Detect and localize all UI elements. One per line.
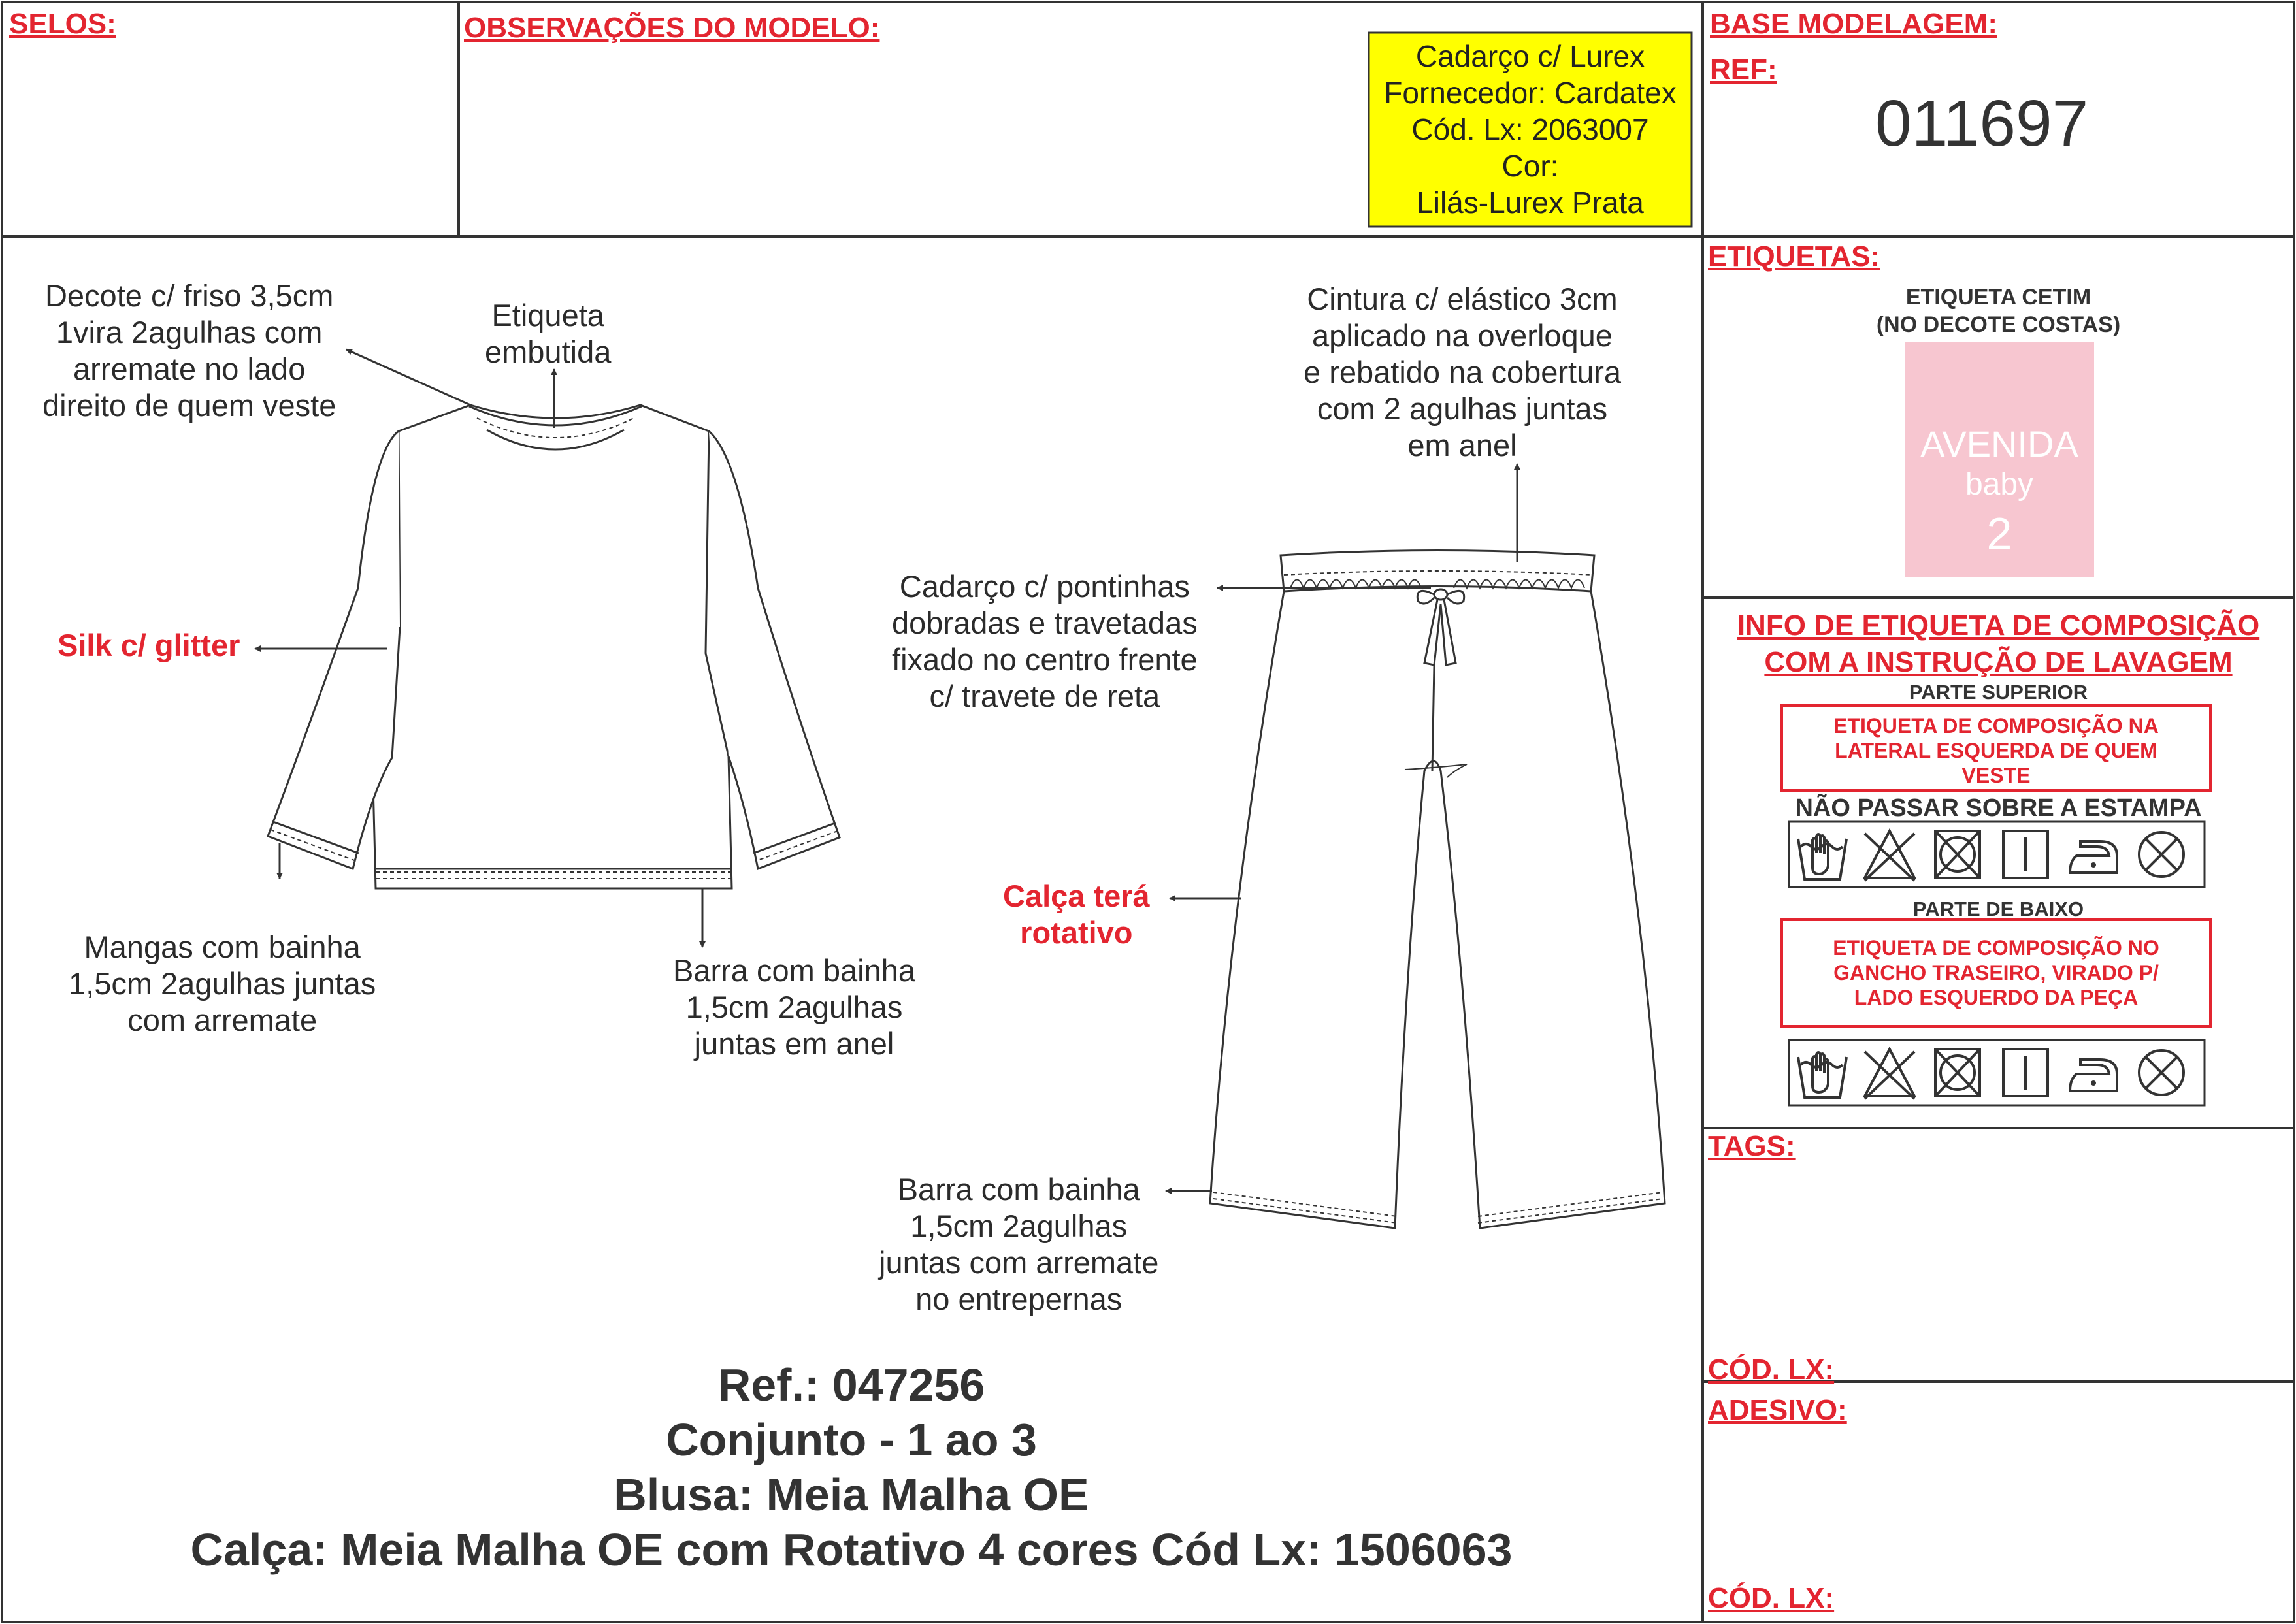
do-not-dry-clean-icon — [2139, 832, 2184, 877]
note-line: Cadarço c/ Lurex — [1415, 39, 1645, 73]
note-line: dobradas e travetadas — [892, 606, 1198, 640]
note-line: com arremate — [127, 1003, 318, 1037]
note-line: arremate no lado — [73, 351, 306, 386]
note-line: Decote c/ friso 3,5cm — [44, 278, 334, 313]
note-line: embutida — [485, 334, 612, 369]
note-line: direito de quem veste — [42, 388, 336, 423]
composicao-title-line: COM A INSTRUÇÃO DE LAVAGEM — [1764, 646, 2233, 678]
note-cadarco — [892, 568, 1198, 715]
pants-sketch — [1210, 551, 1665, 1229]
note-line: 1vira 2agulhas com — [56, 315, 323, 349]
box-line: GANCHO TRASEIRO, VIRADO P/ — [1833, 961, 2159, 984]
note-line: juntas em anel — [694, 1026, 894, 1061]
note-line: Cor: — [1501, 149, 1559, 183]
note-line: Mangas com bainha — [84, 930, 361, 964]
note-line: juntas com arremate — [879, 1245, 1159, 1280]
do-not-bleach-icon — [1865, 831, 1914, 881]
observation-note-text — [1369, 38, 1692, 221]
adesivo-cod-lx-label: CÓD. LX: — [1708, 1582, 1835, 1614]
note-line: Cadarço c/ pontinhas — [899, 569, 1190, 604]
title-block — [0, 1357, 1703, 1577]
care-symbols-superior — [1789, 822, 2205, 887]
baixo-box-text — [1782, 935, 2210, 1010]
cetim-subtitle: (NO DECOTE COSTAS) — [1876, 312, 2121, 337]
note-decote — [42, 278, 336, 424]
note-cintura — [1304, 281, 1621, 464]
note-mangas — [69, 929, 376, 1039]
cetim-title: ETIQUETA CETIM — [1905, 285, 2091, 310]
title-ref: Ref.: 047256 — [717, 1359, 985, 1410]
note-line: Lilás-Lurex Prata — [1417, 186, 1644, 219]
note-barra-blusa — [673, 952, 915, 1062]
note-line: rotativo — [1020, 915, 1133, 950]
do-not-bleach-icon — [1865, 1049, 1914, 1099]
iron-low-icon — [2070, 841, 2117, 873]
line-dry-icon — [2003, 831, 2048, 878]
adesivo-label: ADESIVO: — [1708, 1394, 1847, 1426]
note-line: em anel — [1407, 428, 1517, 463]
note-line: Etiqueta — [491, 298, 604, 333]
note-etiqueta — [485, 297, 611, 370]
note-line: Barra com bainha — [897, 1172, 1140, 1207]
note-line: aplicado na overloque — [1312, 318, 1613, 353]
base-ref-value: 011697 — [1875, 87, 2089, 160]
do-not-dry-clean-icon — [2139, 1050, 2184, 1095]
brand-size: 2 — [1986, 508, 2012, 559]
observacoes-label: OBSERVAÇÕES DO MODELO: — [464, 12, 880, 44]
note-line: Cintura c/ elástico 3cm — [1307, 282, 1618, 316]
box-line: LATERAL ESQUERDA DE QUEM — [1835, 739, 2157, 762]
parte-baixo-label: PARTE DE BAIXO — [1912, 898, 2084, 920]
hand-wash-icon — [1798, 1052, 1846, 1097]
note-line: c/ travete de reta — [929, 679, 1160, 713]
box-line: ETIQUETA DE COMPOSIÇÃO NA — [1833, 714, 2159, 738]
note-line: no entrepernas — [915, 1282, 1123, 1316]
do-not-tumble-dry-icon — [1935, 1049, 1980, 1096]
blouse-sketch — [268, 405, 840, 888]
etiquetas-label: ETIQUETAS: — [1708, 240, 1880, 272]
title-calca: Calça: Meia Malha OE com Rotativo 4 cores Cód Lx: 1506063 — [190, 1524, 1513, 1575]
nao-passar-label: NÃO PASSAR SOBRE A ESTAMPA — [1795, 794, 2202, 822]
ref-label: REF: — [1710, 54, 1777, 86]
title-blusa: Blusa: Meia Malha OE — [614, 1469, 1089, 1520]
iron-low-icon — [2070, 1060, 2117, 1091]
superior-box-text — [1782, 713, 2210, 788]
brand-subname: baby — [1965, 467, 2034, 502]
do-not-tumble-dry-icon — [1935, 831, 1980, 878]
note-line: 1,5cm 2agulhas — [685, 990, 903, 1024]
box-line: LADO ESQUERDO DA PEÇA — [1854, 986, 2139, 1009]
care-symbols-baixo — [1789, 1040, 2205, 1105]
note-line: Fornecedor: Cardatex — [1384, 76, 1677, 110]
selos-label: SELOS: — [9, 8, 116, 40]
composicao-title-line: INFO DE ETIQUETA DE COMPOSIÇÃO — [1737, 609, 2260, 641]
brand-label-text — [1905, 423, 2094, 563]
note-line: fixado no centro frente — [892, 642, 1198, 677]
note-line: e rebatido na cobertura — [1304, 355, 1621, 389]
brand-name: AVENIDA — [1920, 423, 2078, 464]
note-rotativo — [1003, 878, 1150, 951]
title-name: Conjunto - 1 ao 3 — [666, 1414, 1037, 1465]
note-line: Calça terá — [1003, 879, 1150, 913]
note-barra-calca — [879, 1171, 1158, 1318]
cetim-heading — [1703, 284, 2294, 338]
note-line: 1,5cm 2agulhas — [910, 1209, 1128, 1243]
line-dry-icon — [2003, 1049, 2048, 1096]
note-line: com 2 agulhas juntas — [1317, 391, 1608, 426]
base-modelagem-label: BASE MODELAGEM: — [1710, 8, 1997, 40]
parte-superior-label: PARTE SUPERIOR — [1909, 681, 2088, 704]
note-silk: Silk c/ glitter — [57, 628, 240, 662]
tags-cod-lx-label: CÓD. LX: — [1708, 1354, 1835, 1386]
tags-label: TAGS: — [1708, 1130, 1796, 1162]
note-line: Barra com bainha — [673, 953, 915, 988]
note-line: Cód. Lx: 2063007 — [1411, 112, 1649, 146]
box-line: VESTE — [1961, 764, 2031, 787]
note-line: 1,5cm 2agulhas juntas — [69, 966, 376, 1001]
composicao-title — [1703, 608, 2294, 681]
box-line: ETIQUETA DE COMPOSIÇÃO NO — [1833, 936, 2159, 960]
hand-wash-icon — [1798, 834, 1846, 879]
